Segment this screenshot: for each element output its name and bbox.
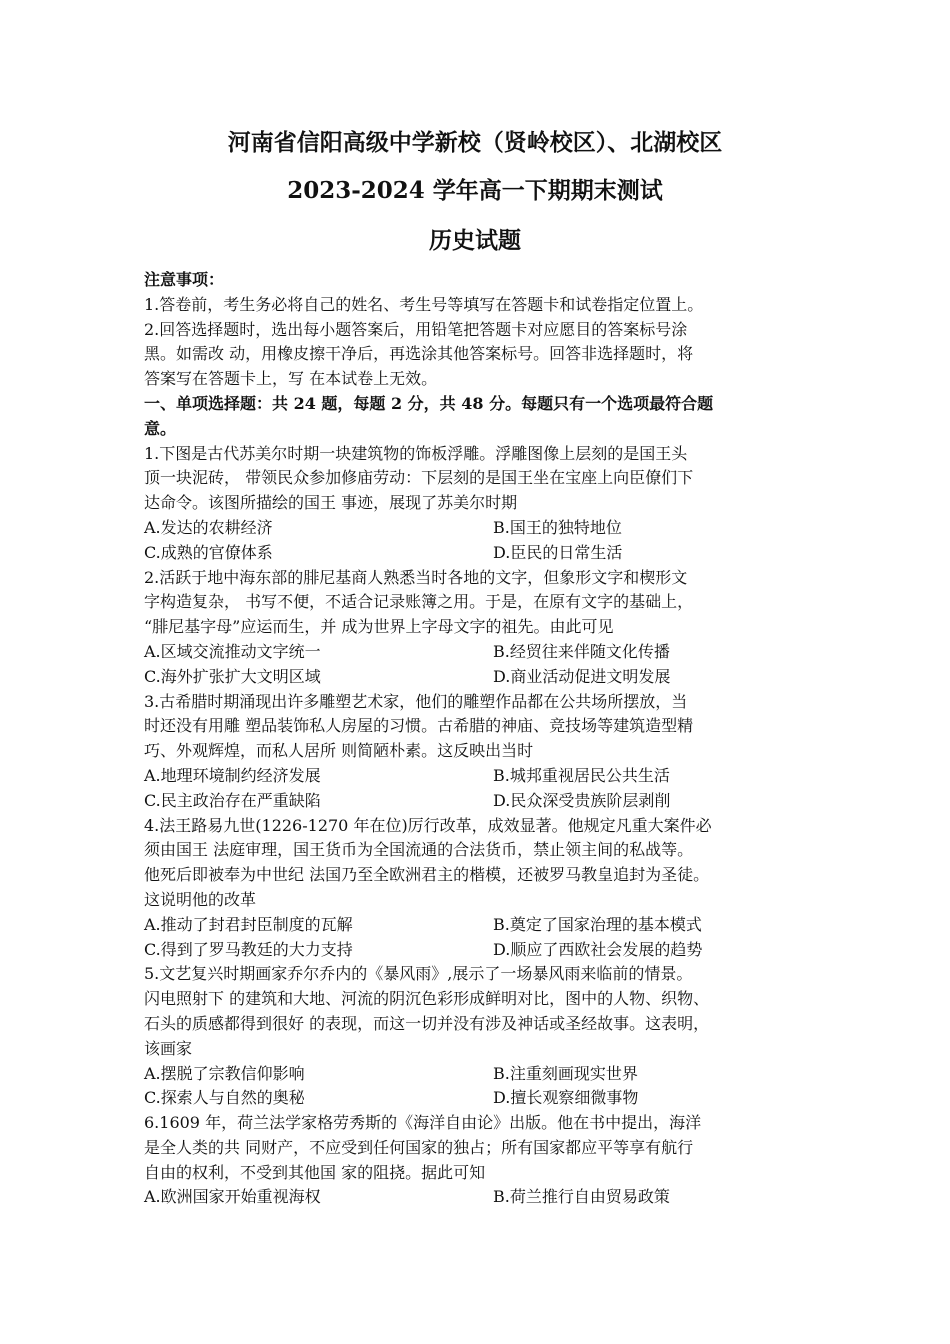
question-stem-line: 他死后即被奉为中世纪 法国乃至全欧洲君主的楷模，还被罗马教皇追封为圣徒。 [144,865,710,885]
option-b: B.奠定了国家治理的基本模式 [493,914,702,934]
question-stem-line: 须由国王 法庭审理，国王货币为全国流通的合法货币，禁止领主间的私战等。 [144,840,694,860]
question-stem-line: 自由的权利，不受到其他国 家的阻挠。据此可知 [144,1162,486,1182]
question-stem-line: 该画家 [144,1038,193,1058]
question-1 [144,442,814,566]
option-row [144,665,814,690]
option-a: A.地理环境制约经济发展 [144,765,321,785]
option-d: D.民众深受贵族阶层剥削 [493,790,671,810]
question-stem-line: 石头的质感都得到很好 的表现，而这一切并没有涉及神话或圣经故事。这表明， [144,1013,710,1033]
option-row [144,913,814,938]
option-c: C.得到了罗马教廷的大力支持 [144,939,353,959]
question-stem-line: 顶一块泥砖， 带领民众参加修庙劳动：下层刻的是国王坐在宝座上向臣僚们下 [144,468,694,488]
option-c: C.海外扩张扩大文明区域 [144,666,321,686]
notice-line: 答案写在答题卡上，写 在本试卷上无效。 [144,369,438,389]
option-row [144,1086,814,1111]
option-a: A.欧洲国家开始重视海权 [144,1187,321,1207]
option-row [144,938,814,963]
question-2 [144,566,814,690]
exam-title: 2023-2024 学年高一下期期末测试 [287,177,663,204]
question-stem-line: 时还没有用雕 塑品装饰私人房屋的习惯。古希腊的神庙、竞技场等建筑造型精 [144,716,694,736]
notice-block [144,268,814,392]
question-5 [144,962,814,1111]
question-stem-line: 5.文艺复兴时期画家乔尔乔内的《暴风雨》,展示了一场暴风雨来临前的情景。 [144,964,693,984]
option-c: C.成熟的官僚体系 [144,542,273,562]
option-row [144,541,814,566]
question-stem-line: 这说明他的改革 [144,889,257,909]
notice-heading: 注意事项： [144,270,225,289]
question-stem-line: 4.法王路易九世(1226-1270 年在位)厉行改革，成效显著。他规定凡重大案件必 [144,815,712,835]
option-d: D.商业活动促进文明发展 [493,666,671,686]
option-row [144,764,814,789]
exam-content [144,268,814,1210]
question-3 [144,690,814,814]
question-6 [144,1111,814,1210]
option-row [144,640,814,665]
section-heading-line: 一、单项选择题：共 24 题，每题 2 分，共 48 分。每题只有一个选项最符合题 [144,393,714,413]
option-row [144,1185,814,1210]
school-title: 河南省信阳高级中学新校（贤岭校区）、北湖校区 [227,129,723,156]
question-stem-line: 2.活跃于地中海东部的腓尼基商人熟悉当时各地的文字，但象形文字和楔形文 [144,567,688,587]
option-d: D.顺应了西欧社会发展的趋势 [493,939,703,959]
question-stem-line: 3.古希腊时期涌现出许多雕塑艺术家，他们的雕塑作品都在公共场所摆放，当 [144,691,688,711]
notice-line: 黑。如需改 动，用橡皮擦干净后，再选涂其他答案标号。回答非选择题时，将 [144,344,694,364]
question-stem-line: 6.1609 年，荷兰法学家格劳秀斯的《海洋自由论》出版。他在书中提出，海洋 [144,1113,702,1133]
option-a: A.推动了封君封臣制度的瓦解 [144,914,353,934]
option-c: C.探索人与自然的奥秘 [144,1088,305,1108]
option-c: C.民主政治存在严重缺陷 [144,790,321,810]
option-a: A.摆脱了宗教信仰影响 [144,1063,305,1083]
option-b: B.城邦重视居民公共生活 [493,765,670,785]
option-d: D.擅长观察细微事物 [493,1088,639,1108]
option-row [144,789,814,814]
notice-line: 2.回答选择题时，选出每小题答案后，用铅笔把答题卡对应愿目的答案标号涂 [144,319,688,339]
option-b: B.国王的独特地位 [493,517,622,537]
question-4 [144,814,814,963]
option-b: B.荷兰推行自由贸易政策 [493,1187,670,1207]
option-d: D.臣民的日常生活 [493,542,623,562]
question-stem-line: 达命令。该图所描绘的国王 事迹，展现了苏美尔时期 [144,493,518,513]
option-b: B.经贸往来伴随文化传播 [493,641,670,661]
notice-line: 1.答卷前，考生务必将自己的姓名、考生号等填写在答题卡和试卷指定位置上。 [144,294,704,314]
option-row [144,516,814,541]
option-b: B.注重刻画现实世界 [493,1063,638,1083]
option-a: A.区域交流推动文字统一 [144,641,321,661]
question-stem-line: 闪电照射下 的建筑和大地、河流的阴沉色彩形成鲜明对比，图中的人物、织物、 [144,989,710,1009]
option-row [144,1062,814,1087]
question-stem-line: 1.下图是古代苏美尔时期一块建筑物的饰板浮雕。浮雕图像上层刻的是国王头 [144,443,688,463]
question-stem-line: 字构造复杂， 书写不便，不适合记录账簿之用。于是，在原有文字的基础上， [144,592,694,612]
option-a: A.发达的农耕经济 [144,517,273,537]
section-heading [144,392,814,442]
question-stem-line: 是全人类的共 同财产，不应受到任何国家的独占；所有国家都应平等享有航行 [144,1137,694,1157]
section-heading-line: 意。 [144,418,177,438]
question-stem-line: “腓尼基字母”应运而生，并 成为世界上字母文字的祖先。由此可见 [144,617,614,637]
subject-title: 历史试题 [429,227,521,254]
question-stem-line: 巧、外观辉煌，而私人居所 则简陋朴素。这反映出当时 [144,741,534,761]
